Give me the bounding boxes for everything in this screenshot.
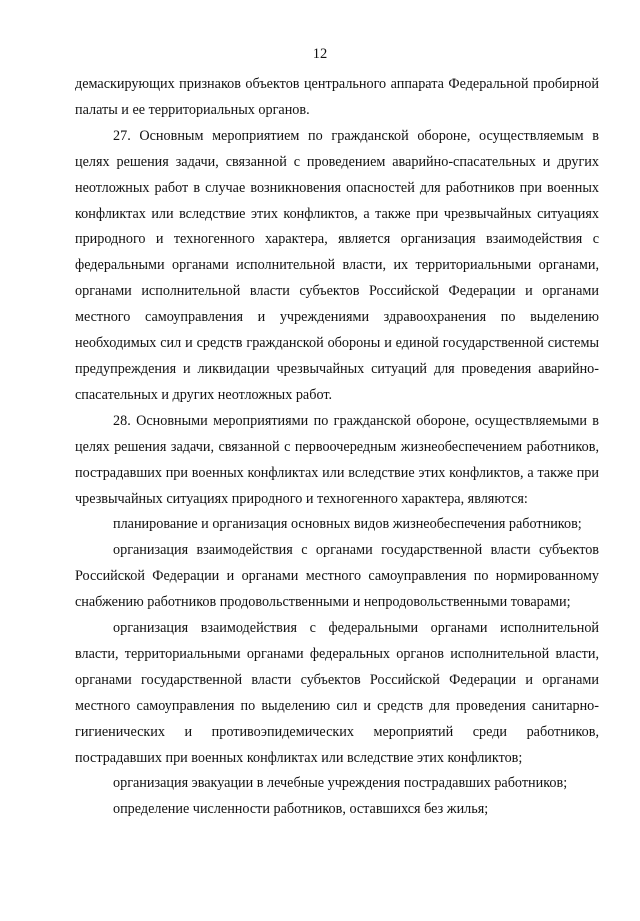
- list-item-evacuation: организация эвакуации в лечебные учреждения пострадавших работников;: [113, 775, 568, 792]
- list-item-supply-interaction: организация взаимодействия с органами государственной власти субъектов Российской Федерации и органами местного самоуправления по нормированному снабжению работников продовольственными и непродовольственными товарами;: [75, 542, 599, 611]
- document-body: [75, 72, 599, 823]
- paragraph-28: 28. Основными мероприятиями по гражданской обороне, осуществляемыми в целях решения задачи, связанной с первоочередным жизнеобеспечением работников, пострадавших при военных конфликтах или вследствие этих конфликтов, а также при чрезвычайных ситуациях природного и техногенного характера, являются:: [75, 412, 599, 507]
- list-item-sanitary-interaction: организация взаимодействия с федеральными органами исполнительной власти, территориальными органами федеральных органов исполнительной власти, органами государственной власти субъектов Российской Федерации и органами местного самоуправления по выделению сил и средств для проведения санитарно-гигиенических и противоэпидемических мероприятий среди работников, пострадавших при военных конфликтах или вследствие этих конфликтов;: [75, 620, 599, 766]
- paragraph-27: 27. Основным мероприятием по гражданской обороне, осуществляемым в целях решения задачи, связанной с проведением аварийно-спасательных и других неотложных работ в случае возникновения опасностей для работников при военных конфликтах или вследствие этих конфликтов, а также при чрезвычайных ситуациях природного и техногенного характера, является организация взаимодействия с федеральными органами исполнительной власти, их территориальными органами, органами исполнительной власти субъектов Российской Федерации и органами местного самоуправления и учреждениями здравоохранения по выделению необходимых сил и средств гражданской обороны и единой государственной системы предупреждения и ликвидации чрезвычайных ситуаций для проведения аварийно-спасательных и других неотложных работ.: [75, 127, 599, 403]
- paragraph-continuation: демаскирующих признаков объектов центрального аппарата Федеральной пробирной палаты и ее территориальных органов.: [75, 76, 599, 118]
- page-number: 12: [312, 46, 328, 62]
- list-item-planning: планирование и организация основных видов жизнеобеспечения работников;: [113, 516, 582, 533]
- list-item-homeless-count: определение численности работников, оставшихся без жилья;: [113, 801, 489, 818]
